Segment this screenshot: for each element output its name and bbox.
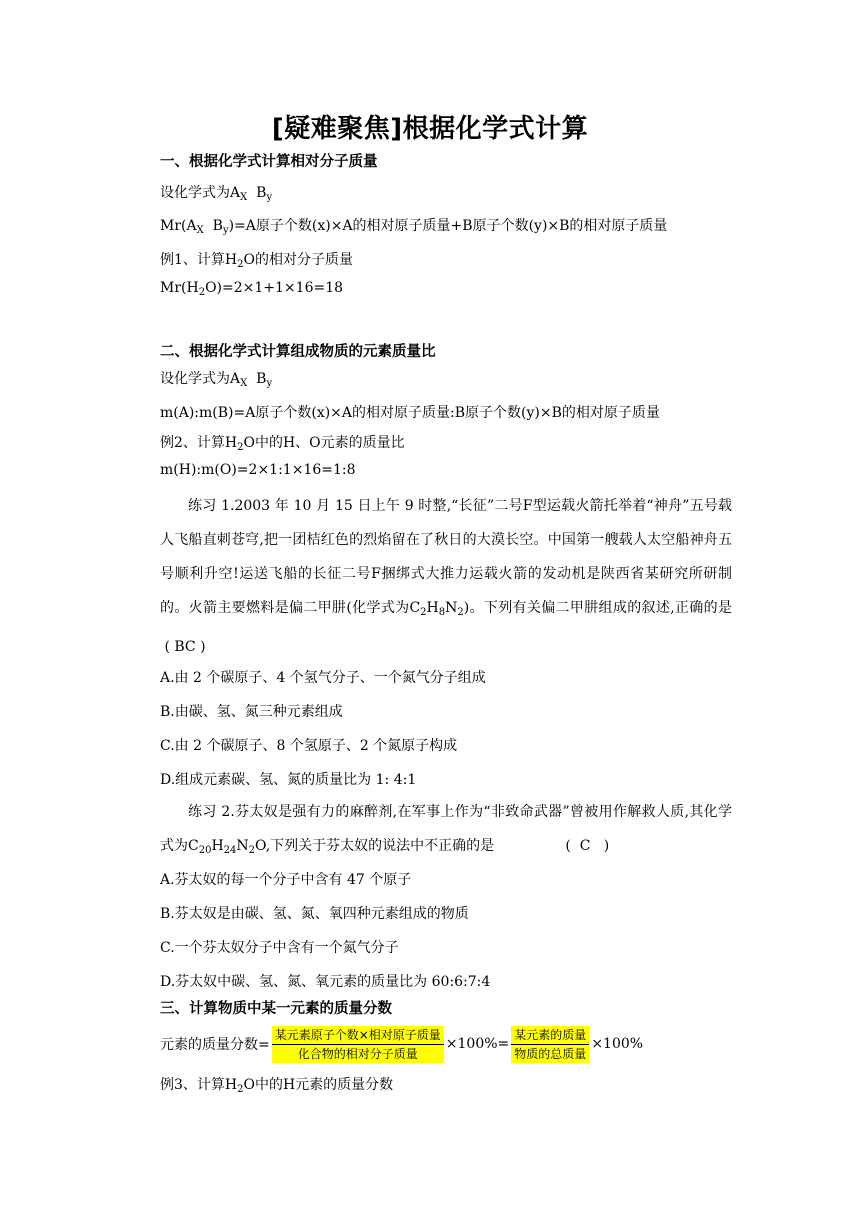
fraction-2-numerator: 某元素的质量 [511,1026,589,1045]
page-title: [疑难聚焦]根据化学式计算 [271,114,589,144]
mass-fraction-formula [160,1024,643,1064]
section2-heading: 二、根据化学式计算组成物质的元素质量比 [160,344,436,360]
fraction-2 [511,1026,589,1063]
exercise1-option-a: A.由 2 个碳原子、4 个氢气分子、一个氮气分子组成 [160,670,486,686]
formula-times-2: ×100% [591,1036,644,1052]
section1-formula: $Mr(A_X$ $B_y)=A$原子个数(x)×A的相对原子质量+B原子个数(y)×B的相对原子质量 [160,218,668,236]
formula-times-1: ×100%= [445,1036,510,1052]
exercise1-option-c: C.由 2 个碳原子、8 个氢原子、2 个氮原子构成 [160,738,458,754]
section1-assume: 设化学式为$A_X$ $B_y$ [160,185,273,203]
fraction-1 [272,1026,444,1063]
exercise2-text: 练习 2.芬太奴是强有力的麻醉剂,在军事上作为“非致命武器”曾被用作解救人质,其化学式为$C_{20}H_{24}N_2O$,下列关于芬太奴的说法中不正确的是 ( C ) [160,804,732,856]
exercise2-option-c: C.一个芬太奴分子中含有一个氮气分子 [160,940,399,956]
fraction-1-denominator: 化合物的相对分子质量 [297,1046,418,1061]
formula-lhs: 元素的质量分数= [160,1037,270,1053]
example1: 例1、计算$H_2O$的相对分子质量 [160,252,353,270]
exercise1-option-d: D.组成元素碳、氢、氮的质量比为 1: 4:1 [160,772,417,788]
section1-heading: 一、根据化学式计算相对分子质量 [160,154,378,170]
exercise2-option-b: B.芬太奴是由碳、氢、氮、氧四种元素组成的物质 [160,906,469,922]
exercise1-text: 练习 1.2003 年 10 月 15 日上午 9 时整,“长征”二号F型运载火箭托举着“神舟”五号载人飞船直刺苍穹,把一团桔红色的烈焰留在了秋日的大漠长空。中国第一艘载人太空船神舟五号顺利升空!运送飞船的长征二号F捆绑式大推力运载火箭的发动机是陕西省某研究所研制的。火箭主要燃料是偏二甲肼(化学式为$C_2H_8N_2$)。下列有关偏二甲肼组成的叙述,正确的是 ( BC ) [160,498,732,655]
exercise2-option-d: D.芬太奴中碳、氢、氮、氧元素的质量比为 60:6:7:4 [160,974,491,990]
example3: 例3、计算$H_2O$中的H元素的质量分数 [160,1077,394,1095]
fraction-1-numerator: 某元素原子个数×相对原子质量 [272,1026,444,1045]
section3-heading: 三、计算物质中某一元素的质量分数 [160,1001,392,1017]
example1-answer: $Mr(H_2O)=2\times 1+1\times 16=18$ [160,280,344,298]
fraction-2-denominator: 物质的总质量 [514,1046,587,1061]
example2-answer: m(H):m(O)=2×1:1×16=1:8 [160,462,356,478]
section2-assume: 设化学式为$A_X$ $B_y$ [160,371,273,389]
section2-formula: m(A):m(B)=A原子个数(x)×A的相对原子质量:B原子个数(y)×B的相对原子质量 [160,405,660,421]
exercise2-option-a: A.芬太奴的每一个分子中含有 47 个原子 [160,872,412,888]
example2: 例2、计算$H_2O$中的H、O元素的质量比 [160,435,405,453]
exercise1-option-b: B.由碳、氢、氮三种元素组成 [160,704,343,720]
